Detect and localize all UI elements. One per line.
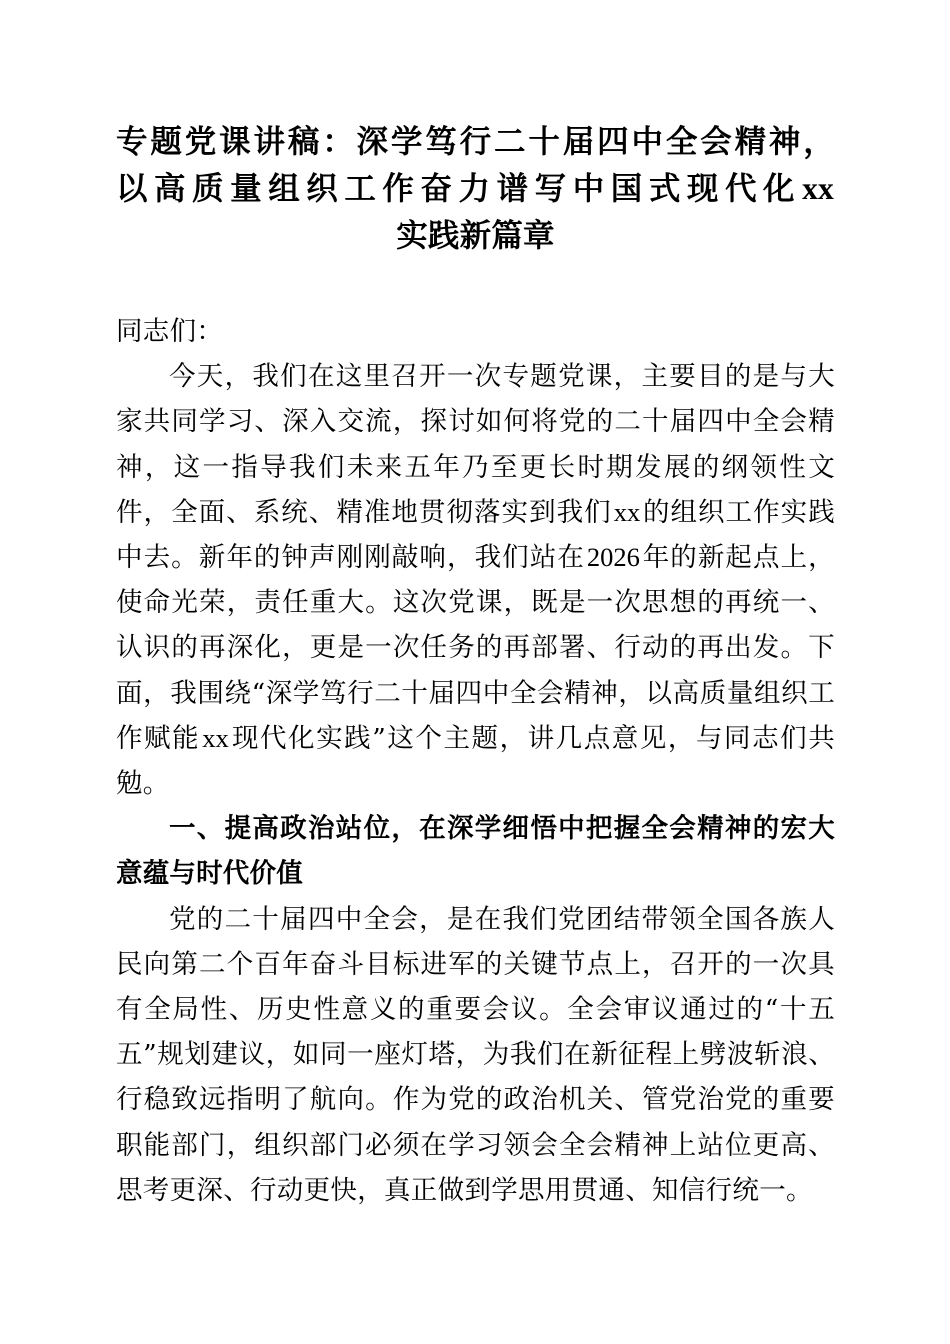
title-spacer [116,259,835,309]
paragraph-opening-year: 2026 [586,542,640,573]
document-title [116,118,835,259]
title-line-2 [116,165,835,212]
document-content [116,118,835,1213]
paragraph-opening-part3: 年的新起点上，使命光荣，责任重大。这次党课，既是一次思想的再统一、认识的再深化，更是一次任务的再部署、行动的再出发。下面，我围绕“深学笃行二十届四中全会精神，以高质量组织工作赋能 [116,542,835,754]
paragraph-section-one-body: 党的二十届四中全会，是在我们党团结带领全国各族人民向第二个百年奋斗目标进军的关键节点上，召开的一次具有全局性、历史性意义的重要会议。全会审议通过的“十五五”规划建议，如同一座灯塔，为我们在新征程上劈波斩浪、行稳致远指明了航向。作为党的政治机关、管党治党的重要职能部门，组织部门必须在学习领会全会精神上站位更高、思考更深、行动更快，真正做到学思用贯通、知信行统一。 [116,903,835,1206]
paragraph-opening-latin3: xx [202,722,229,753]
section-heading-one: 一、提高政治站位，在深学细悟中把握全会精神的宏大意蕴与时代价值 [116,813,835,889]
paragraph-opening-latin1: xx [613,496,641,527]
title-line-2-text: 以高质量组织工作奋力谱写中国式现代化 [116,171,802,206]
title-line-1: 专题党课讲稿：深学笃行二十届四中全会精神， [116,124,835,159]
paragraph-opening [116,354,835,806]
paragraph-opening-part2: 的组织工作实践中去。新年的钟声刚刚敲响，我们站在 [116,496,835,574]
salutation: 同志们： [116,316,224,347]
title-line-2-latin: xx [802,171,834,206]
paragraph-opening-part4: 现代化实践”这个主题，讲几点意见，与同志们共勉。 [116,722,835,800]
paragraph-opening-part1: 今天，我们在这里召开一次专题党课，主要目的是与大家共同学习、深入交流，探讨如何将党的二十届四中全会精神，这一指导我们未来五年乃至更长时期发展的纲领性文件，全面、系统、精准地贯彻落实到我们 [116,361,835,528]
title-line-3: 实践新篇章 [396,218,555,253]
